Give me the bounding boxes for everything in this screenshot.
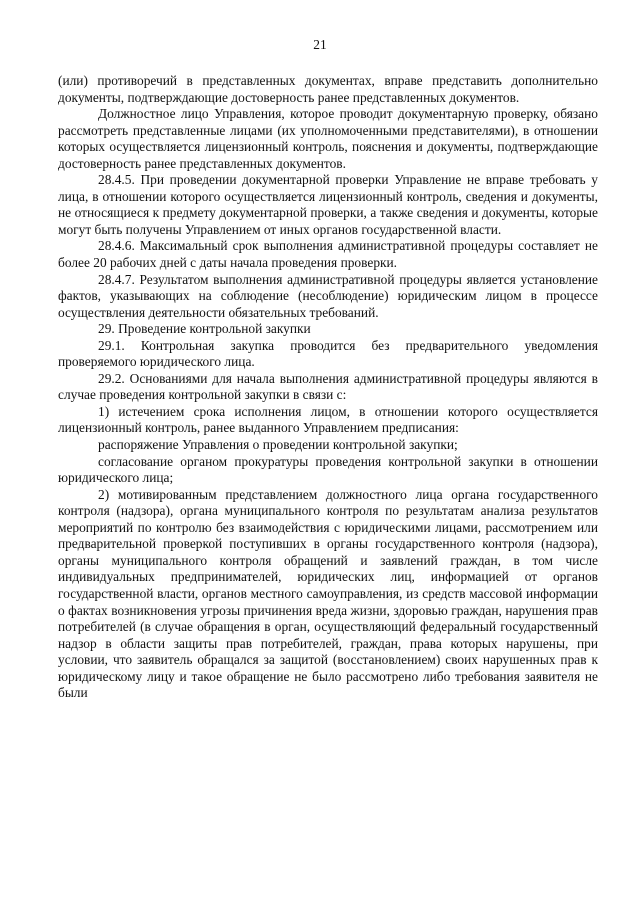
paragraph: 29.2. Основаниями для начала выполнения административной процедуры являются в случае проведения контрольной закупки в связи с: <box>58 370 598 403</box>
paragraph: (или) противоречий в представленных документах, вправе представить дополнительно документы, подтверждающие достоверность ранее представленных документов. <box>58 73 598 105</box>
page-number: 21 <box>313 37 327 52</box>
paragraph: Должностное лицо Управления, которое проводит документарную проверку, обязано рассмотреть представленные лицами (их уполномоченными представителями), в отношении которых осуществляется лицензионный контроль, пояснения и документы, подтверждающие достоверность ранее представленных документов. <box>58 106 598 171</box>
list-item: распоряжение Управления о проведении контрольной закупки; <box>98 437 458 453</box>
paragraph: 28.4.5. При проведении документарной проверки Управление не вправе требовать у лица, в отношении которого осуществляется лицензионный контроль, сведения и документы, не относящиеся к предмету документарной проверки, а также сведения и документы, которые могут быть получены Управлением от иных органов государственной власти. <box>58 172 598 237</box>
paragraph: 28.4.7. Результатом выполнения административной процедуры является установление фактов, указывающих на соблюдение (несоблюдение) юридическим лицом в процессе осуществления деятельности обязательных требований. <box>58 271 598 320</box>
document-body <box>58 73 598 702</box>
section-heading: 29. Проведение контрольной закупки <box>98 321 311 337</box>
paragraph: 29.1. Контрольная закупка проводится без предварительного уведомления проверяемого юридического лица. <box>58 337 598 370</box>
paragraph: 28.4.6. Максимальный срок выполнения административной процедуры составляет не более 20 рабочих дней с даты начала проведения проверки. <box>58 238 598 271</box>
list-item: согласование органом прокуратуры проведения контрольной закупки в отношении юридического лица; <box>58 453 598 486</box>
list-item: 2) мотивированным представлением должностного лица органа государственного контроля (надзора), органа муниципального контроля по результатам анализа результатов мероприятий по контролю без взаимодействия с юридическими лицами, рассмотрением или предварительной проверкой поступивших в органы государственного контроля (надзора), органы муниципального контроля обращений и заявлений граждан, в том числе индивидуальных предпринимателей, юридических лиц, информацией от органов государственной власти, органов местного самоуправления, из средств массовой информации о фактах возникновения угрозы причинения вреда жизни, здоровью граждан, нарушения прав потребителей (в случае обращения в орган, осуществляющий федеральный государственный надзор в области защиты прав потребителей, граждан, права которых нарушены, при условии, что заявитель обращался за защитой (восстановлением) своих нарушенных прав к юридическому лицу и такое обращение не было рассмотрено либо требования заявителя не были <box>58 486 598 701</box>
list-item: 1) истечением срока исполнения лицом, в отношении которого осуществляется лицензионный контроль, ранее выданного Управлением предписания: <box>58 403 598 436</box>
